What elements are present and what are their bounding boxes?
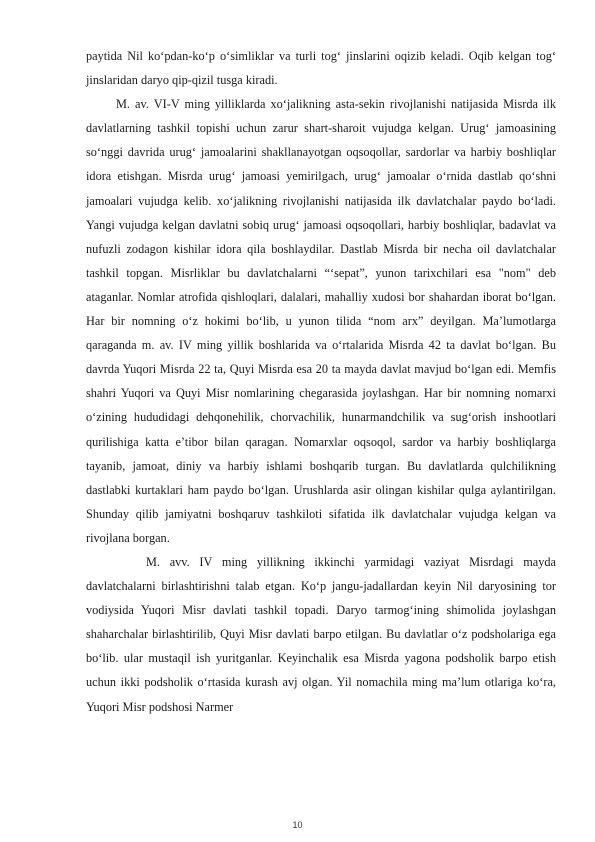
page-number: 10 <box>292 820 303 830</box>
paragraph-1: paytida Nil ko‘pdan-ko‘p o‘simliklar va turli tog‘ jinslarini oqizib keladi. Oqib kelgan tog‘ jinslaridan daryo qip-qizil tusga kiradi. <box>86 49 556 88</box>
paragraph-2: M. av. VI-V ming yilliklarda xo‘jalikning asta-sekin rivojlanishi natijasida Misrda ilk davlatlarning tashkil topishi uchun zarur shart-sharoit vujudga kelgan. Urug‘ jamoasining so‘nggi davrida urug‘ jamoalarini shakllanayotgan oqsoqollar, sardorlar va harbiy boshliqlar idora etishgan. Misrda urug‘ jamoasi yemirilgach, urug‘ jamoalar o‘rnida dastlab qo‘shni jamoalari vujudga kelib. xo‘jalikning rivojlanishi natijasida ilk davlatchalar paydo bo‘ladi. Yangi vujudga kelgan davlatni sobiq urug‘ jamoasi oqsoqollari, harbiy boshliqlar, badavlat va nufuzli zodagon kishilar idora qila boshlaydilar. Dastlab Misrda bir necha oil davlatchalar tashkil topgan. Misrliklar bu davlatchalarni “‘sepat”, yunon tarixchilari esa "nom" deb ataganlar. Nomlar atrofida qishloqlari, dalalari, mahalliy xudosi bor shahardan iborat bo‘lgan. Har bir nomning o‘z hokimi bo‘lib, u yunon tilida “nom arx” deyilgan. Ma’lumotlarga qaraganda m. av. IV ming yillik boshlarida va o‘rtalarida Misrda 42 ta davlat bo‘lgan. Bu davrda Yuqori Misrda 22 ta, Quyi Misrda esa 20 ta mayda davlat mavjud bo‘lgan edi. Memfis shahri Yuqori va Quyi Misr nomlarining chegarasida joylashgan. Har bir nomning nomarxi o‘zining hududidagi dehqonehilik, chorvachilik, hunarmandchilik va sug‘orish inshootlari qurilishiga katta e’tibor bilan qaragan. Nomarxlar oqsoqol, sardor va harbiy boshliqlarga tayanib, jamoat, diniy va harbiy ishlami boshqarib turgan. Bu davlatlarda qulchilikning dastlabki kurtaklari ham paydo bo‘lgan. Urushlarda asir olingan kishilar qulga aylantirilgan. Shunday qilib jamiyatni boshqaruv tashkiloti sifatida ilk davlatchalar vujudga kelgan va rivojlana borgan. <box>86 97 556 545</box>
document-page <box>86 44 556 719</box>
paragraph-3: M. avv. IV ming yillikning ikkinchi yarmidagi vaziyat Misrdagi mayda davlatchalarni birlashtirishni talab etgan. Ko‘p jangu-jadallardan keyin Nil daryosining tor vodiysida Yuqori Misr davlati tashkil topadi. Daryo tarmog‘ining shimolida joylashgan shaharchalar birlashtirilib, Quyi Misr davlati barpo etilgan. Bu davlatlar o‘z podsholariga ega bo‘lib. ular mustaqil ish yuritganlar. Keyinchalik esa Misrda yagona podsholik barpo etish uchun ikki podsholik o‘rtasida kurash avj olgan. Yil nomachila ming ma’lum otlariga ko‘ra, Yuqori Misr podshosi Narmer <box>86 554 556 714</box>
